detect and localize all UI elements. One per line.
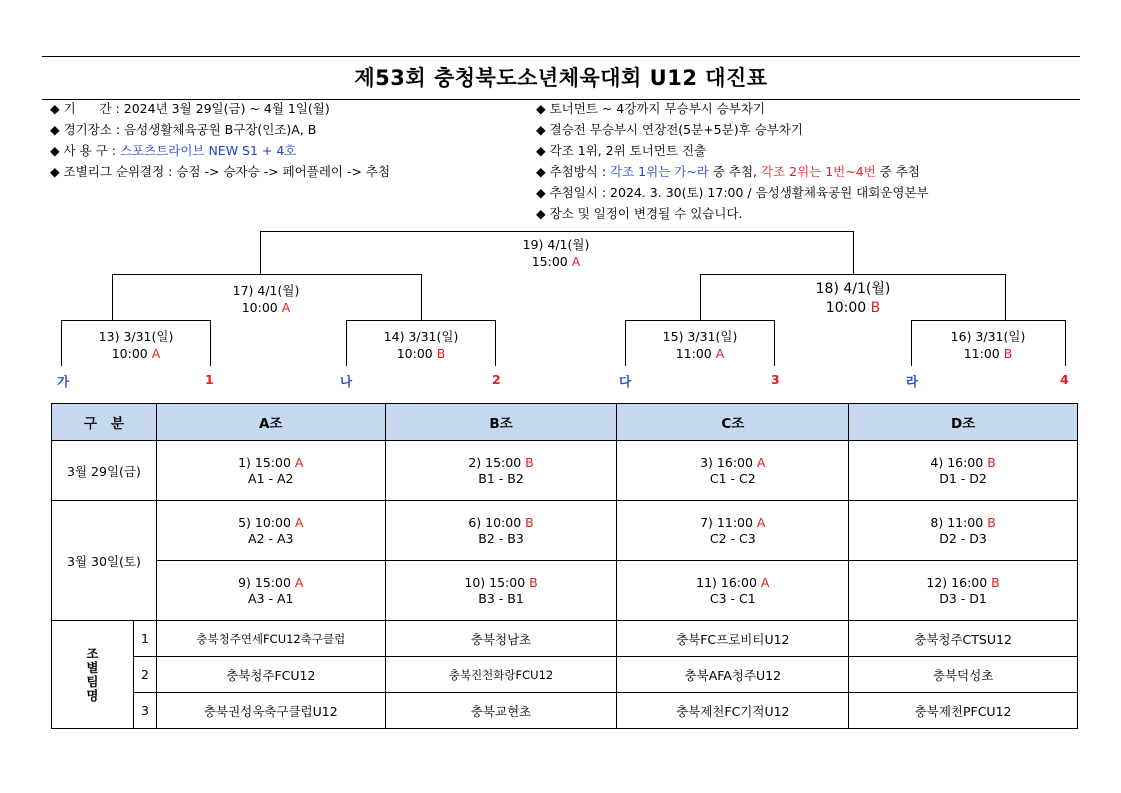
match-18-label: 18) 4/1(월) 10:00 B xyxy=(815,281,891,316)
info-final-rule: ◆ 결승전 무승부시 연장전(5분+5분)후 승부차기 xyxy=(536,122,803,137)
match-19-label: 19) 4/1(월) 15:00 A xyxy=(522,237,590,269)
info-left xyxy=(50,98,390,182)
bracket-line xyxy=(346,320,496,321)
team-name: 충북진천화랑FCU12 xyxy=(385,657,617,693)
match-cell: 5) 10:00 A A2 - A3 xyxy=(156,501,385,561)
match-cell: 6) 10:00 B B2 - B3 xyxy=(385,501,617,561)
team-name: 충북제천PFCU12 xyxy=(849,693,1078,729)
bracket-line xyxy=(911,320,1066,321)
bracket-line xyxy=(421,274,422,321)
match-cell: 10) 15:00 B B3 - B1 xyxy=(385,561,617,621)
table-row xyxy=(52,501,1078,561)
match-cell: 12) 16:00 B D3 - D1 xyxy=(849,561,1078,621)
slot-da: 다 xyxy=(619,374,632,389)
slot-ga: 가 xyxy=(57,374,70,389)
info-draw-method: ◆ 추첨방식 : 각조 1위는 가~라 중 추첨, 각조 2위는 1번~4번 중 추첨 xyxy=(536,164,920,179)
slot-1: 1 xyxy=(205,372,214,387)
day-label: 3월 29일(금) xyxy=(52,441,157,501)
info-ball: ◆ 사 용 구 : 스포츠트라이브 NEW S1 + 4호 xyxy=(50,143,297,158)
bracket-line xyxy=(112,274,113,321)
team-row xyxy=(52,621,1078,657)
slot-ra: 라 xyxy=(906,374,919,389)
slot-3: 3 xyxy=(771,372,780,387)
match-16-label: 16) 3/31(일) 11:00 B xyxy=(950,329,1026,361)
day-label: 3월 30일(토) xyxy=(52,501,157,621)
slot-2: 2 xyxy=(492,372,501,387)
team-name: 충북청남초 xyxy=(385,621,617,657)
match-17-label: 17) 4/1(월) 10:00 A xyxy=(232,283,300,315)
slot-na: 나 xyxy=(340,374,353,389)
match-cell: 8) 11:00 B D2 - D3 xyxy=(849,501,1078,561)
top-rule xyxy=(42,56,1080,57)
match-cell: 4) 16:00 B D1 - D2 xyxy=(849,441,1078,501)
team-name: 충북교현초 xyxy=(385,693,617,729)
match-cell: 2) 15:00 B B1 - B2 xyxy=(385,441,617,501)
match-cell: 9) 15:00 A A3 - A1 xyxy=(156,561,385,621)
team-section-label: 조별팀명 xyxy=(52,621,134,729)
info-venue: ◆ 경기장소 : 음성생활체육공원 B구장(인조)A, B xyxy=(50,122,317,137)
bracket-line xyxy=(61,320,211,321)
seed-number: 3 xyxy=(133,693,156,729)
bracket-line xyxy=(700,274,701,321)
table-header-row xyxy=(52,404,1078,441)
team-name: 충북권성욱축구클럽U12 xyxy=(156,693,385,729)
team-row xyxy=(52,693,1078,729)
match-14-label: 14) 3/31(일) 10:00 B xyxy=(383,329,459,361)
team-name: 충북덕성초 xyxy=(849,657,1078,693)
match-cell: 7) 11:00 A C2 - C3 xyxy=(617,501,849,561)
slot-4: 4 xyxy=(1060,372,1069,387)
team-name: 충북제천FC기적U12 xyxy=(617,693,849,729)
header-group-a: A조 xyxy=(156,404,385,441)
match-cell: 11) 16:00 A C3 - C1 xyxy=(617,561,849,621)
team-name: 충북AFA청주U12 xyxy=(617,657,849,693)
info-tournament-rule: ◆ 토너먼트 ~ 4강까지 무승부시 승부차기 xyxy=(536,101,766,116)
info-period: ◆ 기 간 : 2024년 3월 29일(금) ~ 4월 1일(월) xyxy=(50,101,330,116)
bracket-line xyxy=(1005,274,1006,321)
seed-number: 1 xyxy=(133,621,156,657)
info-advance-rule: ◆ 각조 1위, 2위 토너먼트 진출 xyxy=(536,143,707,158)
bracket-line xyxy=(700,274,1006,275)
schedule-table xyxy=(51,403,1078,729)
bracket-line xyxy=(625,320,775,321)
match-13-label: 13) 3/31(일) 10:00 A xyxy=(98,329,174,361)
header-group-b: B조 xyxy=(385,404,617,441)
match-cell: 1) 15:00 A A1 - A2 xyxy=(156,441,385,501)
info-right xyxy=(536,98,929,224)
team-name: 충북청주연세FCU12축구클럽 xyxy=(156,621,385,657)
seed-number: 2 xyxy=(133,657,156,693)
info-notice: ◆ 장소 및 일정이 변경될 수 있습니다. xyxy=(536,206,743,221)
header-group-d: D조 xyxy=(849,404,1078,441)
page-title: 제53회 충청북도소년체육대회 U12 대진표 xyxy=(354,66,768,90)
bracket-line xyxy=(260,231,854,232)
info-ranking: ◆ 조별리그 순위결정 : 승점 -> 승자승 -> 페어플레이 -> 추첨 xyxy=(50,164,391,179)
table-row xyxy=(52,441,1078,501)
team-name: 충북청주CTSU12 xyxy=(849,621,1078,657)
info-draw-date: ◆ 추첨일시 : 2024. 3. 30(토) 17:00 / 음성생활체육공원 대회운영본부 xyxy=(536,185,929,200)
table-row xyxy=(52,561,1078,621)
team-name: 충북FC프로비티U12 xyxy=(617,621,849,657)
header-group-c: C조 xyxy=(617,404,849,441)
match-cell: 3) 16:00 A C1 - C2 xyxy=(617,441,849,501)
bracket-line xyxy=(853,231,854,275)
bracket-line xyxy=(112,274,422,275)
header-division: 구 분 xyxy=(52,404,157,441)
team-name: 충북청주FCU12 xyxy=(156,657,385,693)
bracket-line xyxy=(260,231,261,275)
match-15-label: 15) 3/31(일) 11:00 A xyxy=(662,329,738,361)
team-row xyxy=(52,657,1078,693)
